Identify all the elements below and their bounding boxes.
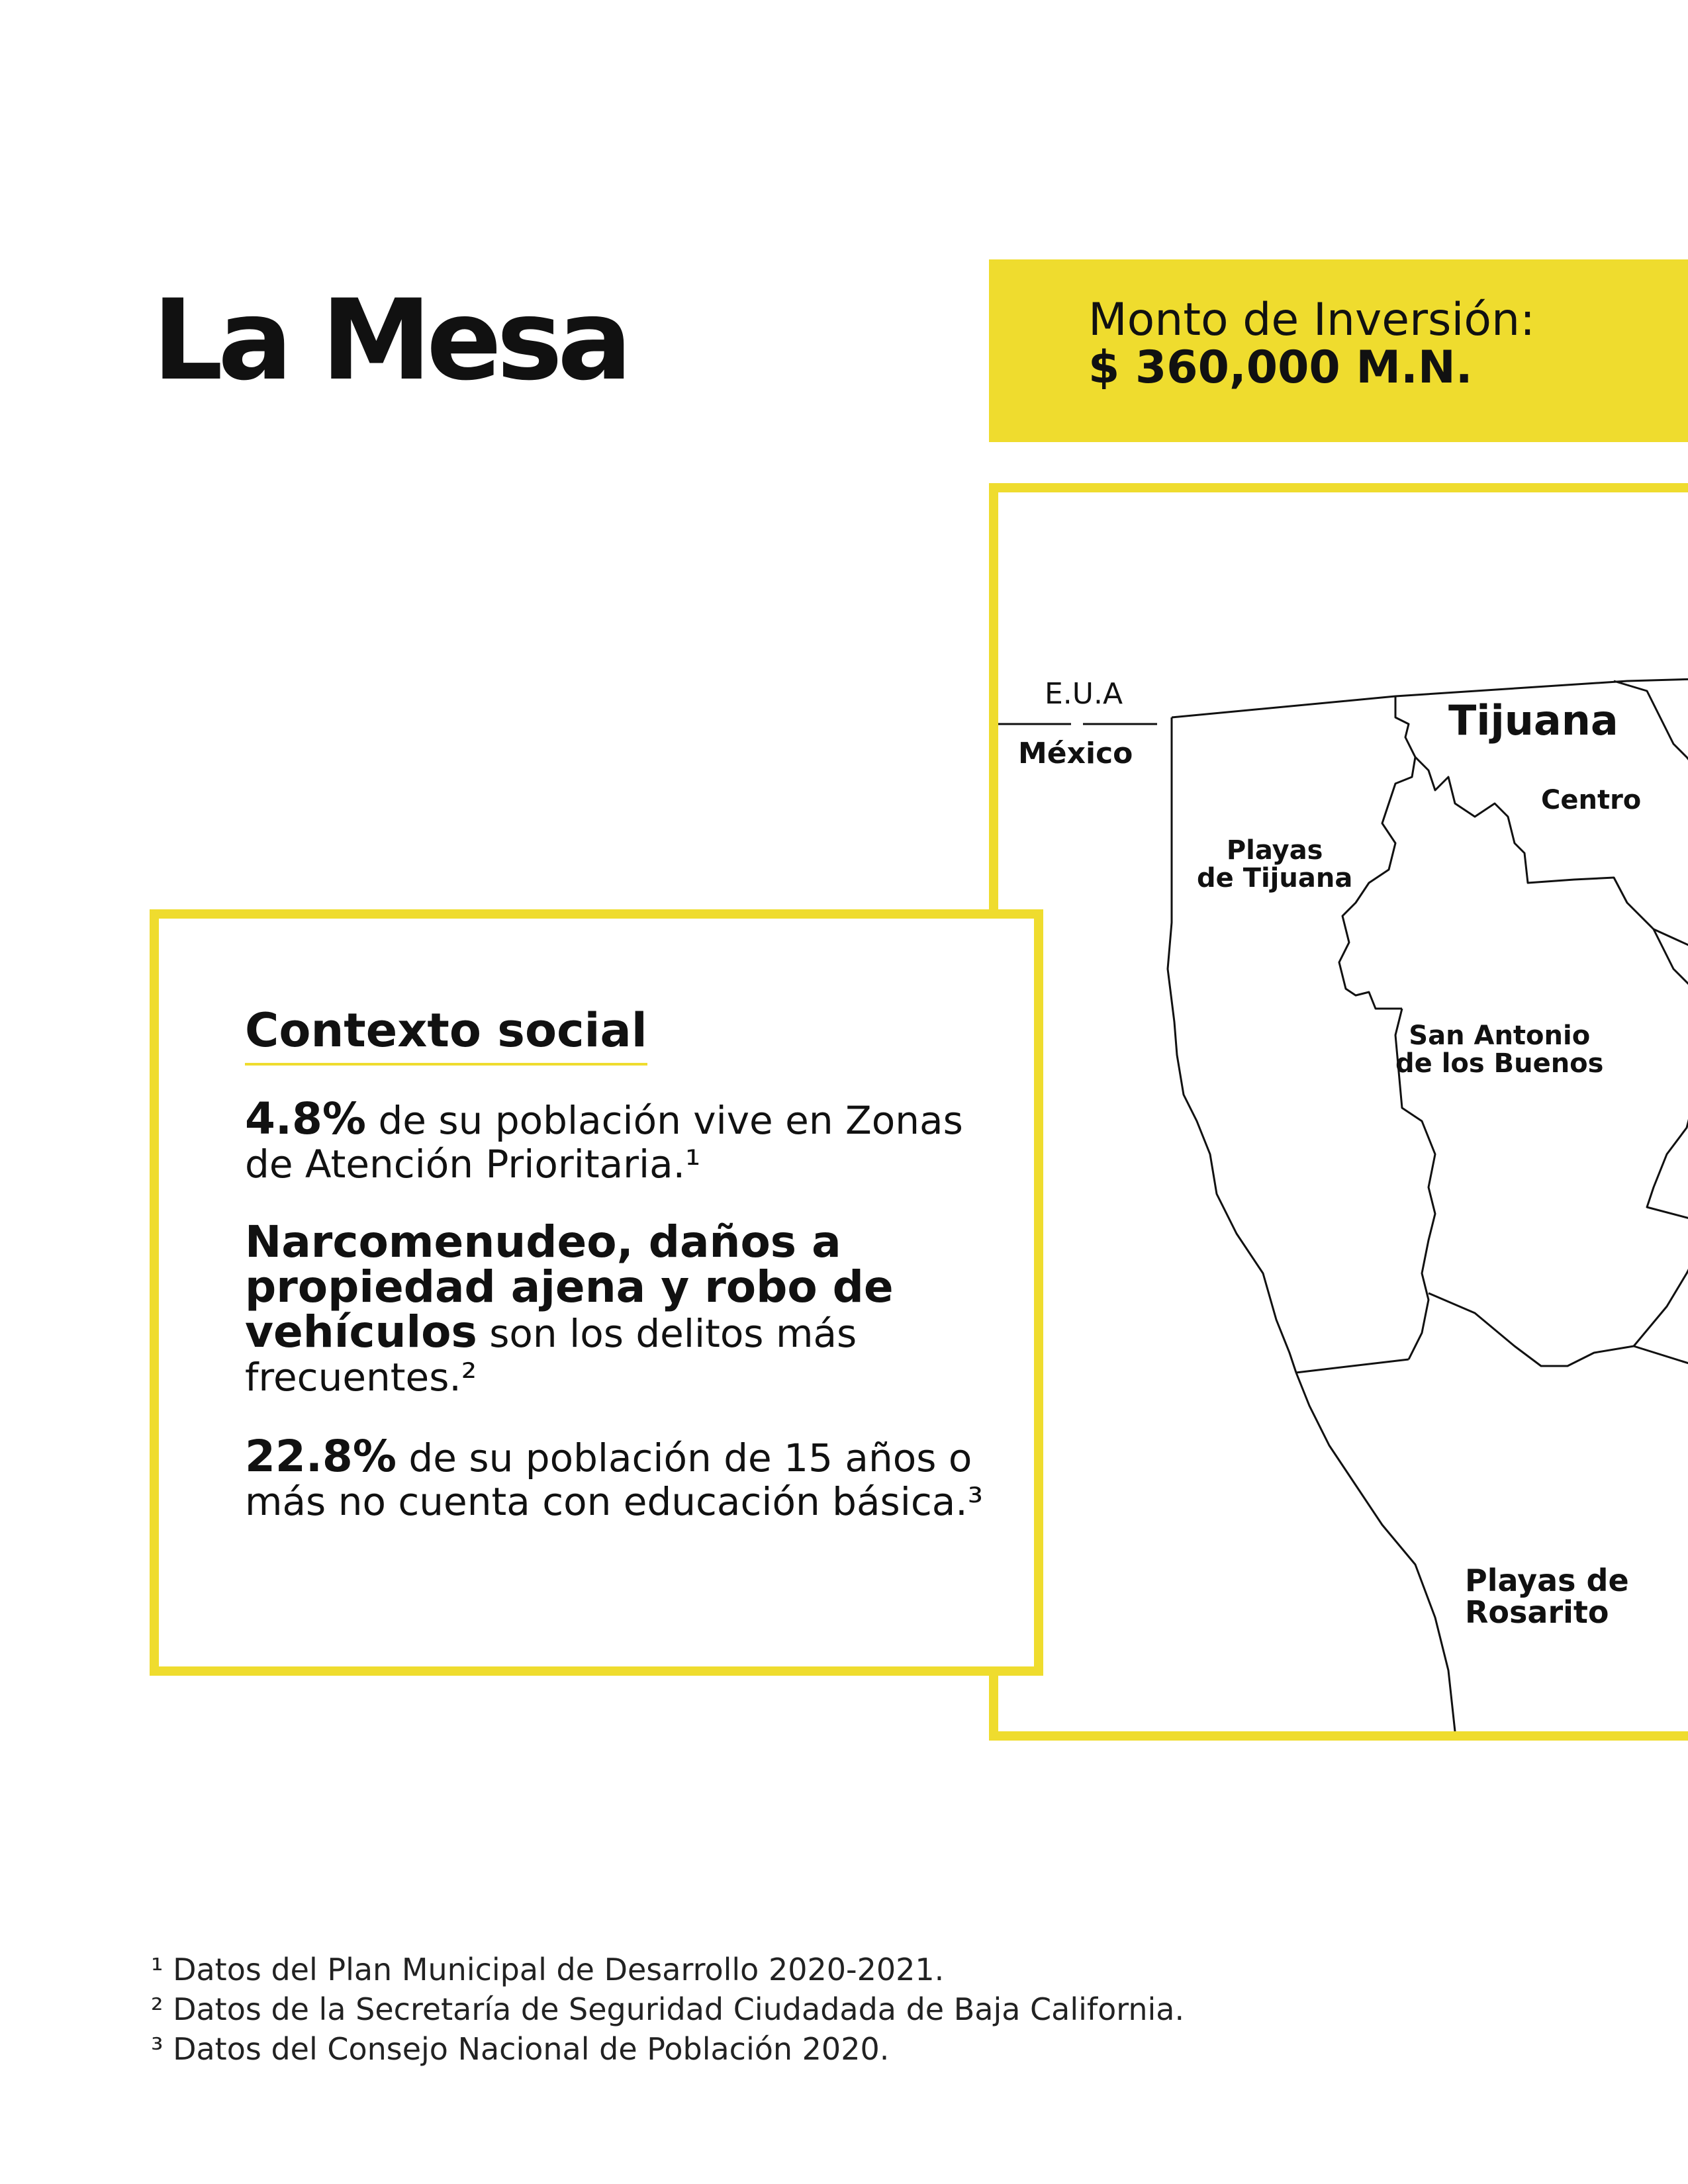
rosarito-boundary (1296, 1373, 1455, 1731)
stat-delitos-text: son los delitos más frecuentes.² (245, 1311, 857, 1400)
page-title: La Mesa (152, 275, 628, 405)
east-boundary (1634, 1346, 1688, 1366)
map-label-centro: Centro (1541, 785, 1642, 815)
map-label-usa: E.U.A (1045, 677, 1123, 711)
rosarito-north-boundary (1296, 1359, 1409, 1373)
investment-amount: $ 360,000 M.N. (1088, 341, 1473, 394)
map-frame (989, 483, 1688, 1741)
stat-delitos (245, 1216, 993, 1400)
south-boundary (1429, 1253, 1688, 1366)
map-label-mexico: México (1018, 737, 1133, 770)
stat-zonas-text: de su población vive en Zonas de Atención Prioritaria.¹ (245, 1098, 963, 1187)
stat-educacion-highlight: 22.8% (245, 1431, 397, 1482)
map-label-tijuana: Tijuana (1448, 696, 1618, 745)
investment-banner (989, 259, 1688, 442)
stat-educacion (245, 1431, 993, 1524)
context-title: Contexto social (245, 1003, 647, 1066)
stat-zonas (245, 1093, 993, 1187)
map-label-rosarito (1465, 1565, 1629, 1629)
map-label-playas-tijuana-line1: Playas (1226, 835, 1323, 866)
coastline (1168, 717, 1296, 1373)
northeast-boundary (1614, 681, 1688, 770)
map-label-rosarito-line1: Playas de (1465, 1563, 1629, 1598)
map-label-san-antonio (1395, 1022, 1603, 1077)
map-label-san-antonio-line1: San Antonio (1409, 1021, 1591, 1051)
eastern-inner-boundary (1647, 1088, 1688, 1220)
investment-label: Monto de Inversión: (1088, 294, 1535, 346)
map-label-playas-tijuana (1197, 837, 1352, 892)
footnotes (151, 1950, 1184, 2069)
context-box (150, 909, 1043, 1676)
map-label-san-antonio-line2: de los Buenos (1395, 1048, 1604, 1079)
footnote-3: ³ Datos del Consejo Nacional de Población 2020. (151, 2031, 890, 2067)
footnote-1: ¹ Datos del Plan Municipal de Desarrollo 2020-2021. (151, 1952, 945, 1987)
eastern-boundary (1654, 929, 1688, 1009)
map-label-playas-tijuana-line2: de Tijuana (1197, 863, 1353, 893)
stat-educacion-text: de su población de 15 años o más no cuenta con educación básica.³ (245, 1435, 983, 1524)
stat-delitos-highlight: Narcomenudeo, daños a propiedad ajena y robo de vehículos (245, 1216, 894, 1357)
map-label-rosarito-line2: Rosarito (1465, 1594, 1609, 1631)
footnote-2: ² Datos de la Secretaría de Seguridad Ciudadada de Baja California. (151, 1991, 1185, 2027)
stat-zonas-highlight: 4.8% (245, 1093, 367, 1144)
